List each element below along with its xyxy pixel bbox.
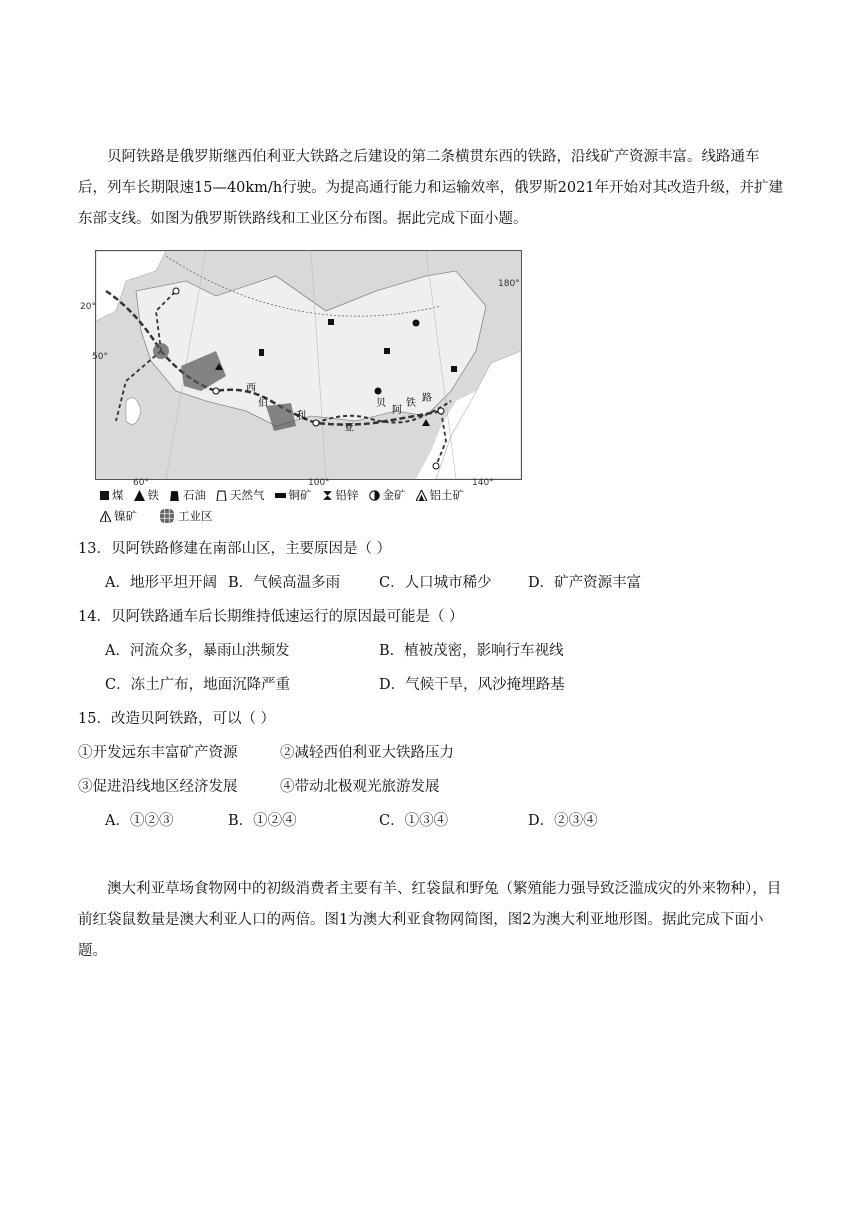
q14-option-c[interactable]: C．冻土广布，地面沉降严重 [105,677,291,693]
city-marker [173,288,179,294]
city-marker [433,463,439,469]
gas-icon [216,490,227,501]
map-label-xi: 西 [246,383,256,394]
legend-bauxite: 铝土矿 [416,487,465,503]
coal-icon [100,491,109,500]
gold-symbol [375,388,382,395]
map-label-ya: 亚 [344,423,354,434]
legend-copper: 铜矿 [275,487,312,503]
intro-paragraph-2: 澳大利亚草场食物网中的初级消费者主要有羊、红袋鼠和野兔（繁殖能力强导致泛滥成灾的外来物种），目前红袋鼠数量是澳大利亚人口的两倍。图1为澳大利亚食物网简图，图2为澳大利亚地形图。据此完成下面小题。 [78,881,782,959]
q14-option-a[interactable]: A．河流众多，暴雨山洪频发 [105,643,290,659]
q13-option-b[interactable]: B．气候高温多雨 [228,575,341,591]
coal-symbol [328,319,334,325]
gold-symbol [413,320,420,327]
russia-railway-map [95,250,522,480]
degree-label-20: 20° [80,302,96,312]
q13-option-c[interactable]: C．人口城市稀少 [379,575,492,591]
intro-paragraph-1: 贝阿铁路是俄罗斯继西伯利亚大铁路之后建设的第二条横贯东西的铁路，沿线矿产资源丰富。线路通车后，列车长期限速15—40km/h行驶。为提高通行能力和运输效率，俄罗斯2021年开始对其改造升级，并扩建东部支线。如图为俄罗斯铁路线和工业区分布图。据此完成下面小题。 [78,149,784,227]
legend-industrial: 工业区 [159,508,213,524]
legend-iron: 铁 [134,487,160,503]
degree-label-50: 50° [92,352,108,362]
oil-icon [169,490,180,501]
gold-icon [369,490,380,501]
q13-option-d[interactable]: D．矿产资源丰富 [528,575,642,591]
nickel-icon [100,511,111,522]
legend-coal: 煤 [100,487,124,503]
q14-option-b[interactable]: B．植被茂密，影响行车视线 [379,643,564,659]
map-label-lu: 路 [422,393,432,404]
map-label-tie: 铁 [406,398,416,409]
legend-oil: 石油 [169,487,206,503]
bauxite-icon [416,490,427,501]
map-graphic [96,251,521,479]
degree-label-180: 180° [498,279,520,289]
legend-nickel: 镍矿 [100,508,137,524]
map-label-a: 阿 [392,405,402,416]
question-13-stem: 13．贝阿铁路修建在南部山区，主要原因是（ ） [78,541,392,557]
map-legend-row-1 [100,487,470,503]
degree-label-140: 140° [472,478,494,488]
city-marker [213,388,219,394]
q13-option-a[interactable]: A．地形平坦开阔 [105,575,217,591]
q15-item-3: ③促进沿线地区经济发展 [78,779,238,795]
lead-zinc-icon [322,490,333,501]
coal-symbol [451,366,457,372]
q15-item-2: ②减轻西伯利亚大铁路压力 [280,745,454,761]
oil-symbol [259,349,264,356]
q15-option-b[interactable]: B．①②④ [228,813,297,829]
map-legend-row-2 [100,508,219,524]
map-label-bei: 贝 [376,398,386,409]
industrial-zone-moscow [153,343,169,359]
degree-label-100: 100° [308,478,330,488]
iron-icon [134,490,145,501]
city-marker [313,420,319,426]
q15-item-1: ①开发远东丰富矿产资源 [78,745,238,761]
coal-symbol [384,348,390,354]
legend-gas: 天然气 [216,487,265,503]
q15-option-c[interactable]: C．①③④ [379,813,449,829]
city-marker [438,408,444,414]
q15-option-d[interactable]: D．②③④ [528,813,598,829]
q14-option-d[interactable]: D．气候干旱，风沙掩埋路基 [379,677,565,693]
legend-leadzinc: 铅锌 [322,487,359,503]
degree-label-60: 60° [133,478,149,488]
legend-gold: 金矿 [369,487,406,503]
q15-item-4: ④带动北极观光旅游发展 [280,779,440,795]
industrial-zone-icon [159,509,175,523]
question-14-stem: 14．贝阿铁路通车后长期维持低速运行的原因最可能是（ ） [78,609,464,625]
map-label-li: 利 [296,411,306,422]
question-15-stem: 15．改造贝阿铁路，可以（ ） [78,711,276,727]
copper-icon [275,493,286,498]
q15-option-a[interactable]: A．①②③ [105,813,174,829]
map-label-bo: 伯 [258,398,268,409]
